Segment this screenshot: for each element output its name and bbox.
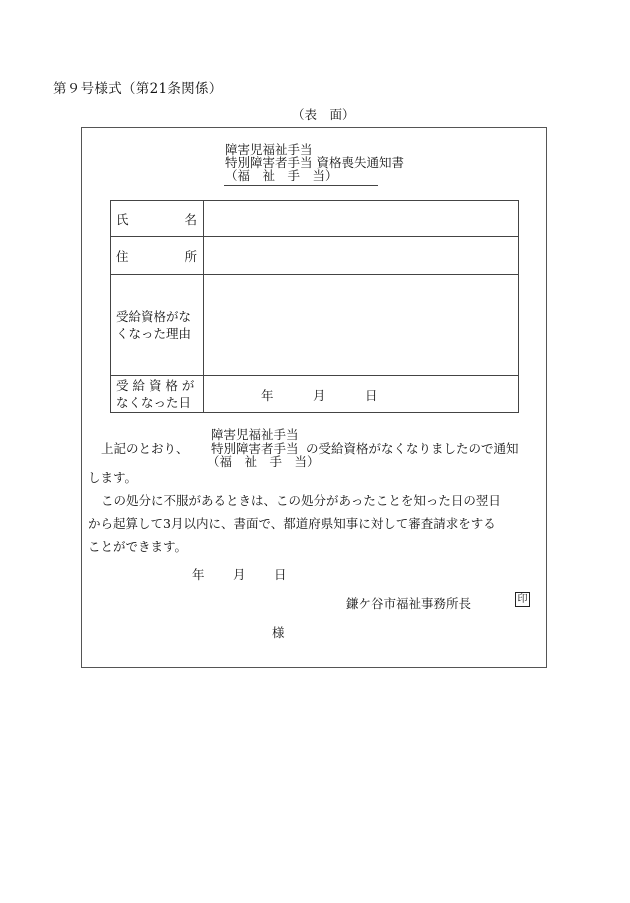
notice-prefix: 上記のとおり、 <box>101 441 189 456</box>
info-table <box>110 200 519 413</box>
notice-stack-1: 障害児福祉手当 <box>211 427 299 442</box>
title-line-3: （福 祉 手 当） <box>225 168 338 183</box>
title-underline <box>224 185 378 186</box>
date-year: 年 <box>261 388 274 403</box>
appeal-line-1: この処分に不服があるときは、この処分があったことを知った日の翌日 <box>101 493 501 508</box>
address-row <box>111 237 519 275</box>
notice-stack-2: 特別障害者手当 <box>211 441 299 456</box>
form-number: 第９号様式（第21条関係） <box>53 81 223 97</box>
issue-year: 年 <box>192 567 205 582</box>
issue-day: 日 <box>274 567 287 582</box>
reason-label: 受給資格がな くなった理由 <box>111 275 204 376</box>
side-label: （表 面） <box>292 107 355 122</box>
seal-mark: 印 <box>515 592 530 607</box>
notice-continuation: します。 <box>88 470 138 485</box>
name-row <box>111 201 519 237</box>
name-field[interactable] <box>204 201 519 237</box>
date-field[interactable] <box>204 376 519 413</box>
issue-month: 月 <box>233 567 246 582</box>
title-line-1: 障害児福祉手当 <box>225 142 313 157</box>
date-day: 日 <box>365 388 378 403</box>
notice-stack-3: （福 祉 手 当） <box>207 454 320 469</box>
address-field[interactable] <box>204 237 519 275</box>
date-label: 受 給 資 格 が なくなった日 <box>111 376 204 413</box>
title-line-2: 特別障害者手当 資格喪失通知書 <box>225 155 404 170</box>
reason-field[interactable] <box>204 275 519 376</box>
address-label: 住 所 <box>111 237 204 275</box>
name-label: 氏 名 <box>111 201 204 237</box>
notice-suffix: の受給資格がなくなりましたので通知 <box>306 441 519 456</box>
appeal-line-2: から起算して3月以内に、書面で、都道府県知事に対して審査請求をする <box>88 516 496 531</box>
appeal-line-3: ことができます。 <box>88 539 188 554</box>
addressee-suffix: 様 <box>272 625 285 640</box>
date-row <box>111 376 519 413</box>
document-title <box>225 143 404 182</box>
issuing-office: 鎌ケ谷市福祉事務所長 <box>346 596 472 611</box>
date-month: 月 <box>313 388 326 403</box>
reason-row <box>111 275 519 376</box>
